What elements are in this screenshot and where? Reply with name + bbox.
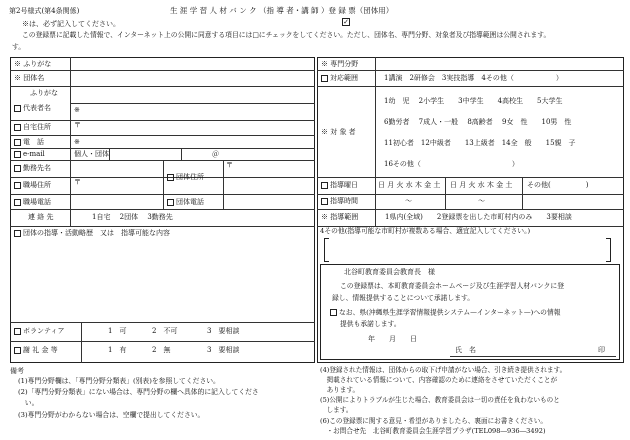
work-phone-label: 職場電話 [14,198,51,206]
declaration-line-4: 提供も承諾します。 [340,320,401,328]
group-postal-mark: 〒 [226,161,233,169]
note-6: (6)この登録票に関する意見・希望がありましたら、裏面にお書きください。 [320,417,547,425]
days-other[interactable]: その他( ) [527,181,589,189]
target-row-1[interactable]: 1幼 児 2小学生 3中学生 4高校生 5大学生 [384,97,563,105]
history-textarea[interactable] [10,240,315,322]
time-label: 指導時間 [321,197,358,205]
home-address-checkbox[interactable] [14,124,21,131]
work-address-label: 職場住所 [14,181,51,189]
range-other[interactable]: 4その他(指導可能な市町村が複数ある場合、適宜記入してください。) [320,227,531,235]
email-type-options[interactable]: 個人・団体 [74,150,109,158]
note-4-cont-2: あります。 [320,386,360,394]
history-checkbox[interactable] [14,230,21,237]
group-phone-checkbox[interactable] [167,199,174,206]
note-3: (3)専門分野がわからない場合は、空欄で提出してください。 [18,411,205,419]
email-checkbox[interactable] [14,151,21,158]
scope-options[interactable]: 1講演 2研修会 3実技指導 4その他（ ） [384,74,563,82]
contact-label: 連 絡 先 [28,213,54,221]
fee-checkbox[interactable] [14,347,21,354]
declaration-line-2: 録し、情報提供することについて承諾します。 [332,294,475,302]
consent-text: この登録票に記載した情報で、インターネット上の公開に同意する項目には□にチェックをしてください。ただし、団体名、専門分野、対象者及び指導範囲は公開されます。 [22,31,551,39]
group-address-checkbox[interactable] [167,174,174,181]
range-label: ※ 指導範囲 [321,213,359,221]
work-postal-mark: 〒 [74,178,81,186]
workplace-checkbox[interactable] [14,165,21,172]
name-input[interactable] [484,344,594,356]
target-row-2[interactable]: 6勤労者 7成人・一般 8高齢者 9女 性 10男 性 [384,118,572,126]
scope-checkbox[interactable] [321,75,328,82]
note-6-contact: ・お問合せ先 北谷町教育委員会生涯学習プラザ(TEL098―936―3492) [320,427,546,435]
rep-name-checkbox[interactable] [14,105,21,112]
range-bracket-right [606,238,611,262]
declaration-line-1: この登録票は、本町教育委員会ホームページ及び生涯学習人材バンクに登 [340,282,565,290]
seal-label: 印 [598,346,605,354]
workplace-label: 勤務先名 [14,164,51,172]
home-postal-mark: 〒 [74,121,81,129]
home-address-label: 自宅住所 [14,123,51,131]
fee-option-3[interactable]: 3 要相談 [207,346,240,354]
range-bracket-left [324,238,329,262]
contact-options[interactable]: 1自宅 2団体 3勤務先 [92,213,173,221]
rep-furigana-label: ふりがな [30,89,58,97]
days-label: 指導曜日 [321,181,358,189]
note-5-cont: します。 [320,406,353,414]
required-note: ※は、必ず記入してください。 [22,20,120,28]
range-options[interactable]: 1県内(全域) 2登録票を出した市町村内のみ 3要相談 [385,213,572,221]
field-label: ※ 専門分野 [321,60,359,68]
furigana-input[interactable] [70,57,315,70]
volunteer-option-2[interactable]: 2 不可 [152,327,178,335]
days-b[interactable]: 日 月 火 水 木 金 土 [450,181,513,189]
name-label: 氏 名 [455,346,476,354]
field-input[interactable] [375,57,624,70]
days-checkbox[interactable] [321,182,328,189]
note-4-cont-1: 掲載されている情報について、内容確認のために連絡をさせていただくことが [320,376,558,384]
work-address-checkbox[interactable] [14,182,21,189]
group-name-label: ※ 団体名 [14,74,45,82]
phone-label: 電 話 [14,138,44,146]
days-a[interactable]: 日 月 火 水 木 金 土 [378,181,441,189]
history-label: 団体の指導・活動略歴 又は 指導可能な内容 [14,229,170,237]
volunteer-option-3[interactable]: 3 要相談 [207,327,240,335]
page-title: 生 涯 学 習 人 材 バ ン ク （指 導 者・講 師 ）登 録 票（団体用） [170,6,394,15]
addressee: 北谷町教育委員会教育長 様 [344,268,435,276]
note-4: (4)登録された情報は、団体からの取下げ申請がない場合、引き続き提供されます。 [320,366,567,374]
note-1: (1)専門分野欄は、「専門分野分類表」(別表)を参照してください。 [18,377,220,385]
group-name-input[interactable] [70,70,315,86]
target-row-4[interactable]: 16その他（ ） [384,160,519,168]
date-label[interactable]: 年 月 日 [368,335,417,343]
group-phone-label: 団体電話 [167,198,204,206]
rep-name-label: 代表者名 [14,104,51,112]
time-checkbox[interactable] [321,198,328,205]
at-mark: ＠ [212,150,219,158]
consent-text-cont: す。 [12,43,26,51]
rep-required-mark: ※ [74,106,80,114]
notes-title: 備考 [10,367,24,375]
volunteer-option-1[interactable]: 1 可 [108,327,127,335]
note-5: (5)公開によりトラブルが生じた場合、教育委員会は一切の責任を負わないものと [320,396,560,404]
note-2: (2)「専門分野分類表」にない場合は、専門分野の欄へ具体的に記入してくださ [18,388,259,396]
note-2-cont: い。 [18,399,39,407]
prefecture-consent-checkbox[interactable] [330,309,337,316]
fee-option-2[interactable]: 2 無 [152,346,171,354]
time-tilde-1: 〜 [405,197,412,205]
rep-name-input[interactable] [70,103,315,120]
group-address-label: 団体住所 [167,173,204,181]
target-row-3[interactable]: 11初心者 12中級者 13上級者 14全 般 15親 子 [384,139,576,147]
target-label: ※ 対 象 者 [321,128,356,136]
fee-label: 謝 礼 金 等 [14,346,58,354]
time-tilde-2: 〜 [478,197,485,205]
email-label: e-mail [14,150,45,158]
volunteer-checkbox[interactable] [14,328,21,335]
work-phone-checkbox[interactable] [14,199,21,206]
fee-option-1[interactable]: 1 有 [108,346,127,354]
volunteer-label: ボランティア [14,327,64,335]
phone-checkbox[interactable] [14,139,21,146]
form-number: 第2号様式(第4条関係) [9,7,80,15]
scope-label: 対応範囲 [321,74,358,82]
sample-checked-checkbox: ✓ [343,18,349,26]
furigana-label: ※ ふりがな [14,60,52,68]
phone-required-mark: ※ [74,138,80,146]
declaration-line-3: なお、県(沖縄県生涯学習情報提供システム—インターネット—)への情報 [330,309,561,317]
